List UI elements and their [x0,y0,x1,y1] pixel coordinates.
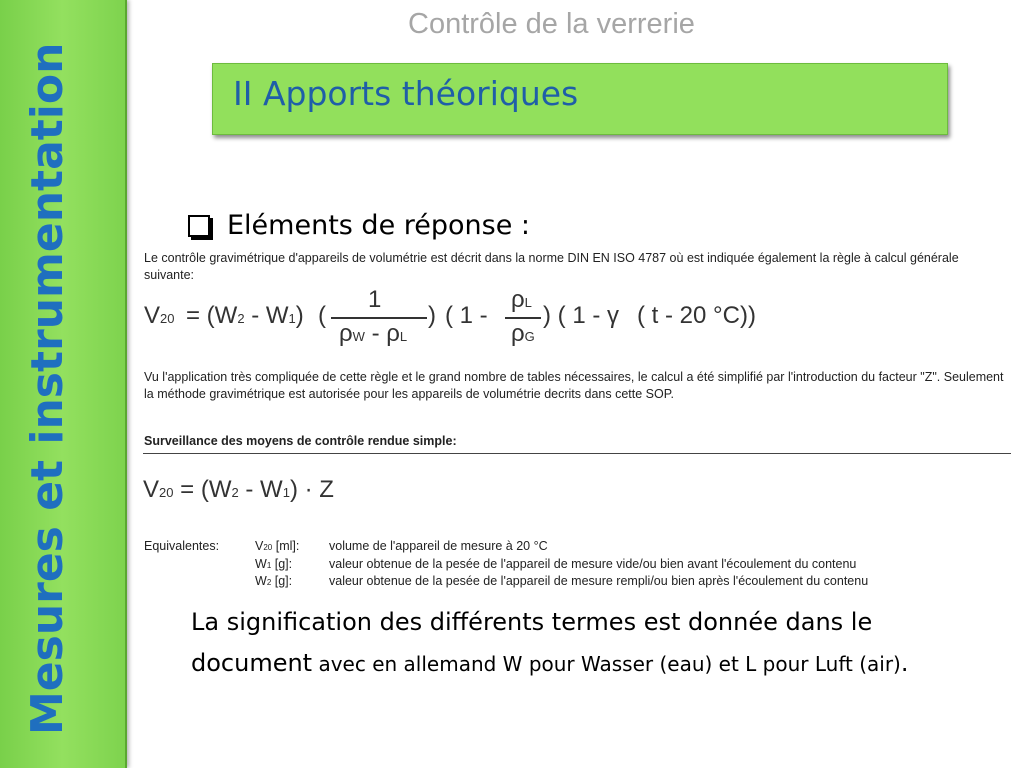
density-term-open: ( 1 - [445,302,488,329]
equivalent-symbol: W1 [g]: [255,556,293,571]
equivalent-symbol: W2 [g]: [255,574,293,588]
document-excerpt [143,248,1013,600]
fraction1-numerator: 1 [368,286,382,313]
fraction2-line [505,317,541,319]
section-title-box [212,63,948,135]
expansion-term: ) ( 1 - γ [543,302,619,329]
fraction1-denominator: ρW - ρL [339,320,408,347]
equivalents-label: Equivalentes: [144,539,220,553]
bullet-item [188,210,530,241]
caption-part1: La signification des différents termes est donnée dans le document [191,608,873,677]
caption-end: . [900,649,909,677]
intro-paragraph: Le contrôle gravimétrique d'appareils de volumétrie est décrit dans la norme DIN EN ISO 4787 où est indiquée également la règle à calcul générale suivante: [144,251,959,282]
bullet-text: Eléments de réponse : [227,210,531,241]
simplification-paragraph: Vu l'application très compliquée de cette règle et le grand nombre de tables nécessaires, le calcul a été simplifié par l'introduction du facteur "Z". Seulement la méthode gravimétrique est autorisée pour les appareils de volumétrie decrits dans cette SOP. [144,370,1004,401]
temperature-term: ( t - 20 °C)) [637,302,756,329]
sidebar [0,0,127,768]
paren-open: ( [318,302,326,329]
checkbox-bullet-icon [188,215,210,237]
caption-text [191,602,951,685]
formula-lhs: V20 [144,302,175,329]
equivalent-symbol: V20 [ml]: [255,539,300,553]
simple-formula: V20 = (W2 - W1) · Z [143,476,334,503]
equivalent-description: valeur obtenue de la pesée de l'appareil de mesure vide/ou bien avant l'écoulement du contenu [329,556,857,571]
paren-close: ) [428,302,436,329]
caption-part2: avec en allemand W pour Wasser (eau) et L pour Luft (air) [312,652,901,676]
simple-control-heading: Surveillance des moyens de contrôle rendue simple: [144,434,457,448]
equivalent-description: valeur obtenue de la pesée de l'appareil de mesure rempli/ou bien après l'écoulement du contenu [329,574,869,588]
fraction1-line [331,317,427,319]
formula-weights: = (W2 - W1) [186,302,304,329]
fraction2-denominator: ρG [511,320,535,347]
heading-rule [143,453,1011,454]
fraction2-numerator: ρL [511,286,532,313]
equivalent-description: volume de l'appareil de mesure à 20 °C [329,539,548,553]
sidebar-title: Mesures et instrumentation [22,42,73,735]
general-formula [143,288,843,356]
slide-header: Contrôle de la verrerie [408,8,695,40]
section-title: II Apports théoriques [233,74,579,113]
